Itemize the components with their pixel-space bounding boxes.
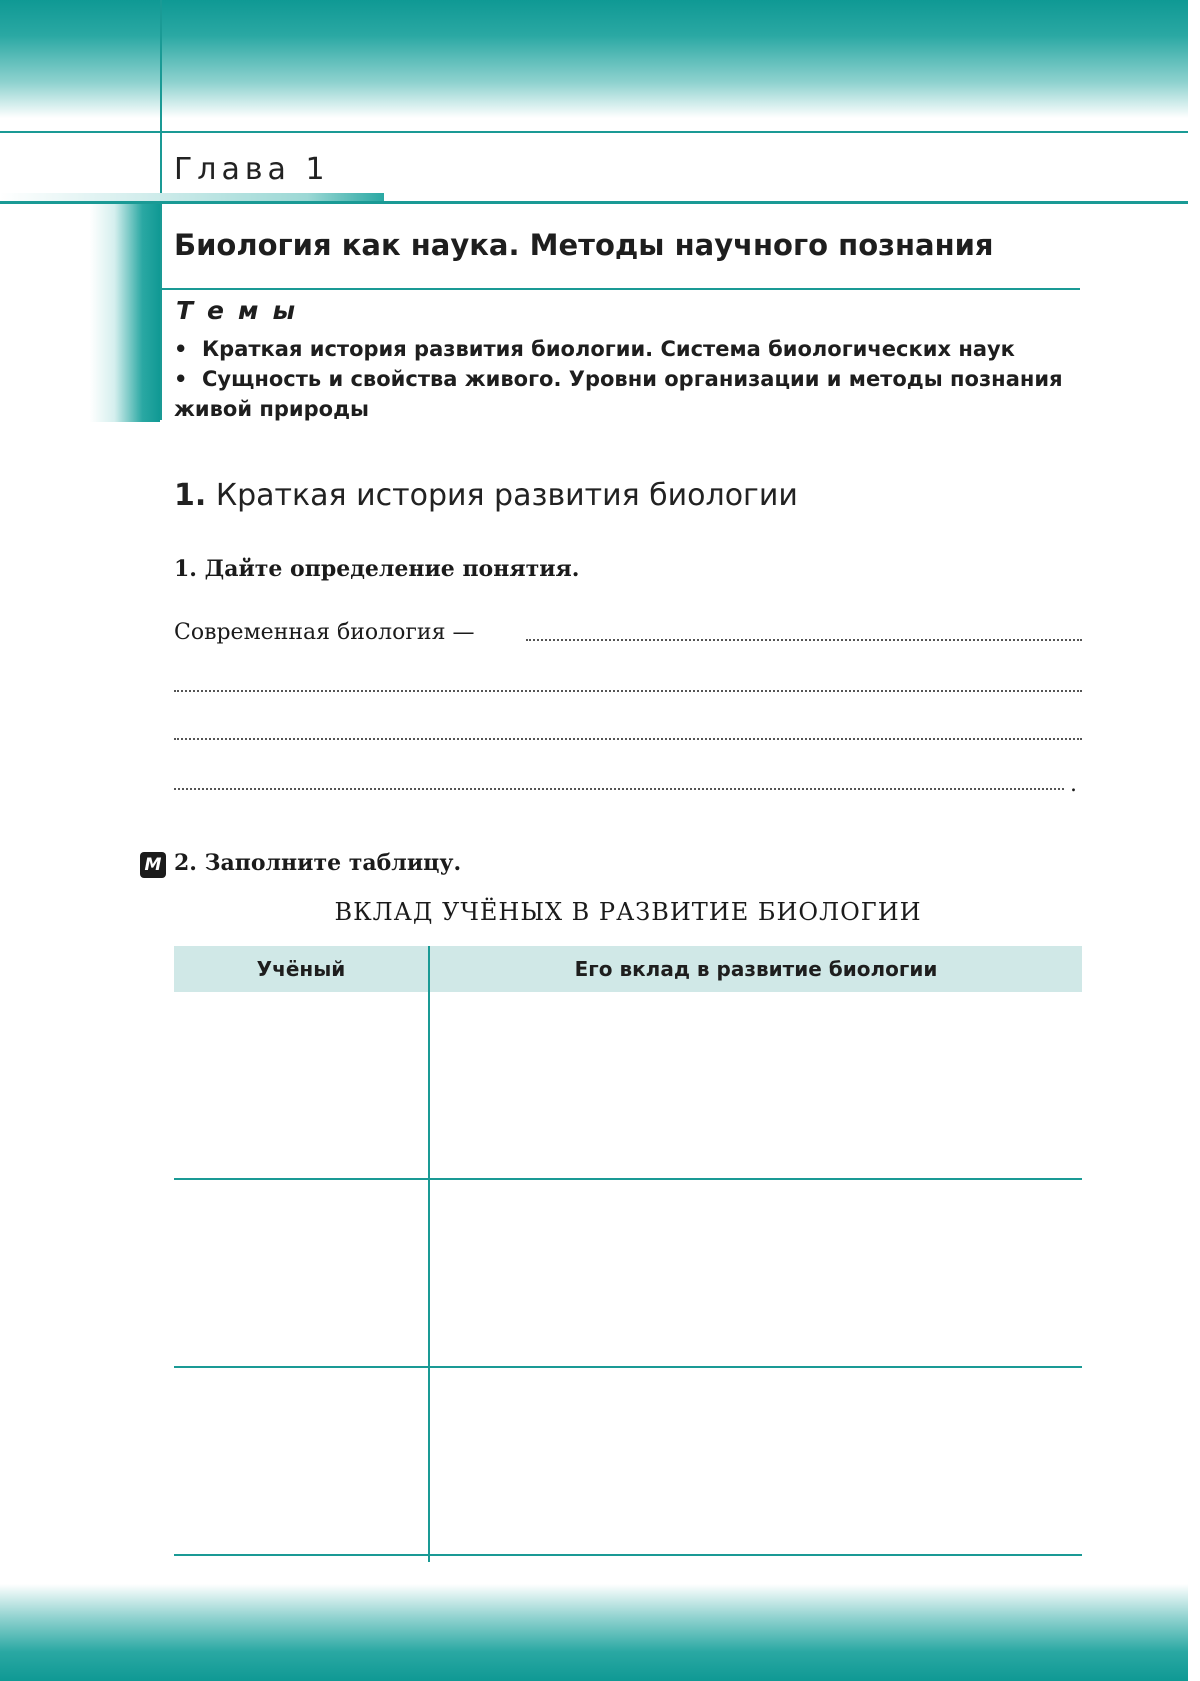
meta-subject-icon: М bbox=[140, 852, 166, 878]
column-header-contribution: Его вклад в развитие биологии bbox=[574, 957, 938, 981]
answer-line[interactable] bbox=[174, 738, 1082, 740]
table-title: ВКЛАД УЧЁНЫХ В РАЗВИТИЕ БИОЛОГИИ bbox=[334, 898, 922, 926]
topic-item bbox=[174, 334, 1094, 364]
chapter-title: Биология как наука. Методы научного познания bbox=[174, 228, 994, 262]
answer-end-mark: . bbox=[1070, 772, 1077, 797]
column-header-scientist: Учёный bbox=[256, 957, 346, 981]
margin-vertical-rule bbox=[160, 0, 162, 420]
chapter-label: Глава 1 bbox=[174, 152, 330, 187]
answer-line[interactable] bbox=[174, 690, 1082, 692]
topic-text: Краткая история развития биологии. Система биологических наук bbox=[202, 337, 1015, 361]
topic-item bbox=[174, 364, 1094, 424]
table-header-row bbox=[174, 946, 1082, 992]
task-2-label: 2. Заполните таблицу. bbox=[174, 850, 462, 876]
header-rule-bottom bbox=[0, 201, 1188, 204]
answer-line[interactable] bbox=[526, 639, 1082, 641]
chapter-underline-accent bbox=[0, 193, 384, 201]
bullet-icon: • bbox=[174, 367, 188, 391]
section-heading bbox=[174, 478, 798, 513]
definition-term: Современная биология — bbox=[174, 620, 475, 645]
bottom-decorative-band bbox=[0, 1584, 1188, 1681]
answer-line[interactable] bbox=[174, 788, 1064, 790]
section-number: 1. bbox=[174, 478, 207, 513]
table-row[interactable] bbox=[174, 1180, 1082, 1366]
row-divider bbox=[174, 1178, 1082, 1180]
top-decorative-band bbox=[0, 0, 1188, 118]
row-divider bbox=[174, 1554, 1082, 1556]
table-row[interactable] bbox=[174, 1368, 1082, 1554]
task-1-label: 1. Дайте определение понятия. bbox=[174, 556, 580, 582]
topics-rule bbox=[162, 288, 1080, 290]
scientists-table bbox=[174, 946, 1082, 1562]
row-divider bbox=[174, 1366, 1082, 1368]
topic-text: Сущность и свойства живого. Уровни организации и методы познания живой природы bbox=[174, 367, 1063, 421]
section-title: Краткая история развития биологии bbox=[215, 478, 798, 513]
bullet-icon: • bbox=[174, 337, 188, 361]
side-accent-bar bbox=[90, 204, 160, 422]
column-divider bbox=[428, 946, 430, 1562]
topics-heading: Темы bbox=[176, 296, 310, 325]
table-row[interactable] bbox=[174, 992, 1082, 1178]
header-rule-top bbox=[0, 131, 1188, 133]
